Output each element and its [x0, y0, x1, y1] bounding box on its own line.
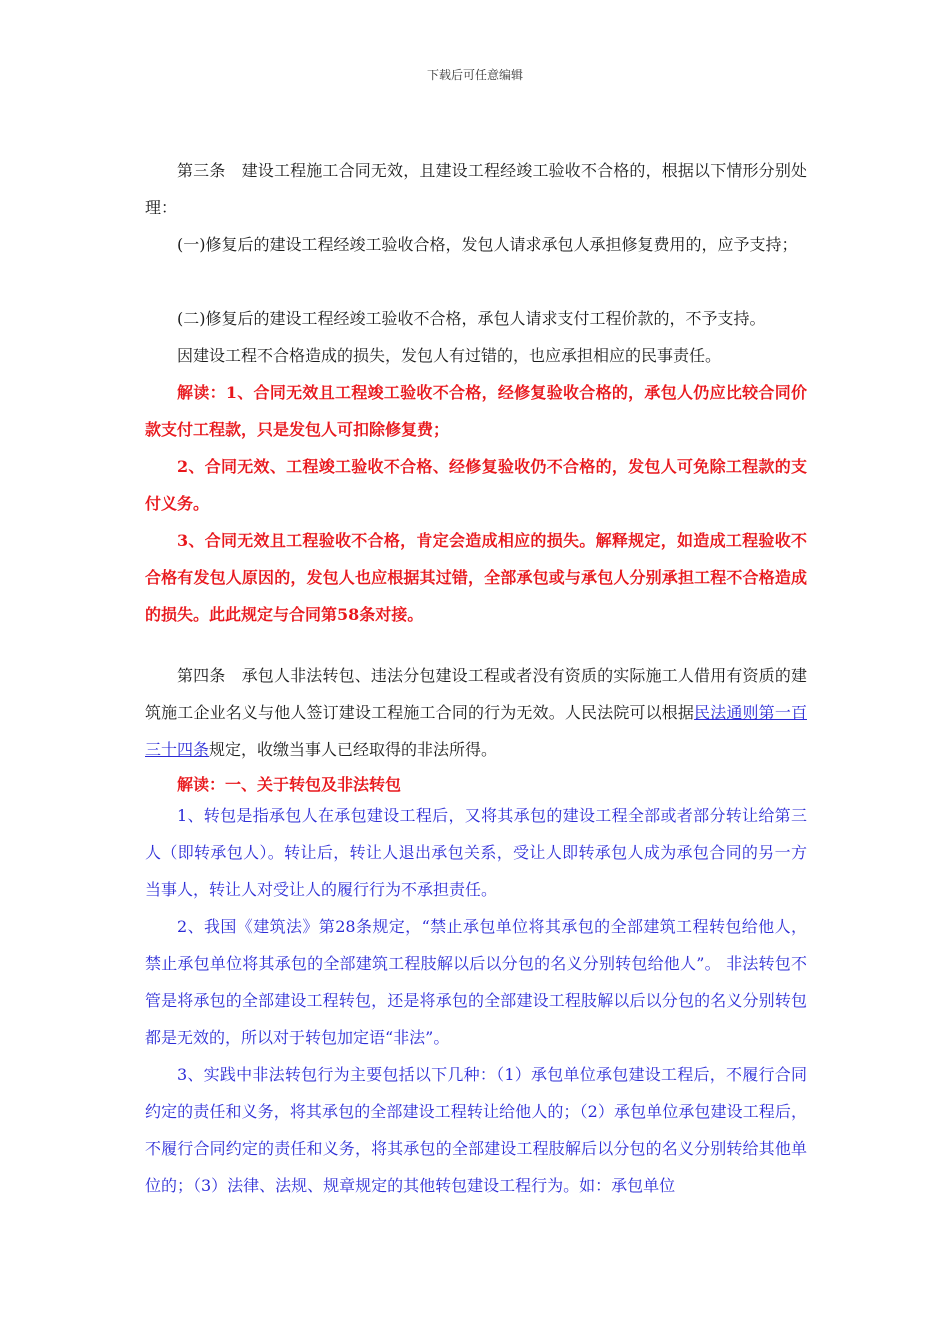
- article-4-point-3: 3、实践中非法转包行为主要包括以下几种：（1）承包单位承包建设工程后，不履行合同约定的责任和义务，将其承包的全部建设工程转让给他人的；（2）承包单位承包建设工程后，不履行合同约定的责任和义务，将其承包的全部建设工程肢解后以分包的名义分别转给其他单位的；（3）法律、法规、规章规定的其他转包建设工程行为。如：承包单位: [145, 1065, 807, 1195]
- article-3-interpretation-2: 2、合同无效、工程竣工验收不合格、经修复验收仍不合格的，发包人可免除工程款的支付义务。: [145, 457, 807, 513]
- article-4-text-after: 规定，收缴当事人已经取得的非法所得。: [209, 740, 498, 759]
- article-3-interpretation-1: 解读：1、合同无效且工程竣工验收不合格，经修复验收合格的，承包人仍应比较合同价款支付工程款，只是发包人可扣除修复费；: [145, 383, 807, 439]
- article-4-text: [145, 657, 807, 768]
- article-4-point-2: 2、我国《建筑法》第28条规定，“禁止承包单位将其承包的全部建筑工程转包给他人，禁止承包单位将其承包的全部建筑工程肢解以后以分包的名义分别转包给他人”。 非法转包不管是将承包的全部建设工程转包，还是将承包的全部建设工程肢解以后以分包的名义分别转包都是无效的，所以对于转包加定语“非法”。: [145, 917, 807, 1047]
- civil-law-article-134-link[interactable]: 民法通则第一百三十四条: [145, 703, 807, 759]
- article-4-text-before: 第四条 承包人非法转包、违法分包建设工程或者没有资质的实际施工人借用有资质的建筑施工企业名义与他人签订建设工程施工合同的行为无效。人民法院可以根据: [145, 666, 807, 722]
- article-4-interpretation-heading: 解读：一、关于转包及非法转包: [177, 775, 402, 794]
- article-3-item-3: 因建设工程不合格造成的损失，发包人有过错的，也应承担相应的民事责任。: [177, 346, 722, 365]
- article-3-intro: 第三条 建设工程施工合同无效，且建设工程经竣工验收不合格的，根据以下情形分别处理：: [145, 161, 807, 217]
- article-4-point-1: 1、转包是指承包人在承包建设工程后，又将其承包的建设工程全部或者部分转让给第三人（即转承包人）。转让后，转让人退出承包关系，受让人即转承包人成为承包合同的另一方当事人，转让人对受让人的履行行为不承担责任。: [145, 806, 807, 899]
- article-3-interpretation-3: 3、合同无效且工程验收不合格，肯定会造成相应的损失。解释规定，如造成工程验收不合格有发包人原因的，发包人也应根据其过错，全部承包或与承包人分别承担工程不合格造成的损失。此此规定与合同第58条对接。: [145, 531, 807, 624]
- page-header: 下载后可任意编辑: [426, 68, 523, 82]
- article-3-item-1: (一)修复后的建设工程经竣工验收合格，发包人请求承包人承担修复费用的，应予支持；: [177, 235, 798, 254]
- article-3-item-2: (二)修复后的建设工程经竣工验收不合格，承包人请求支付工程价款的，不予支持。: [177, 309, 766, 328]
